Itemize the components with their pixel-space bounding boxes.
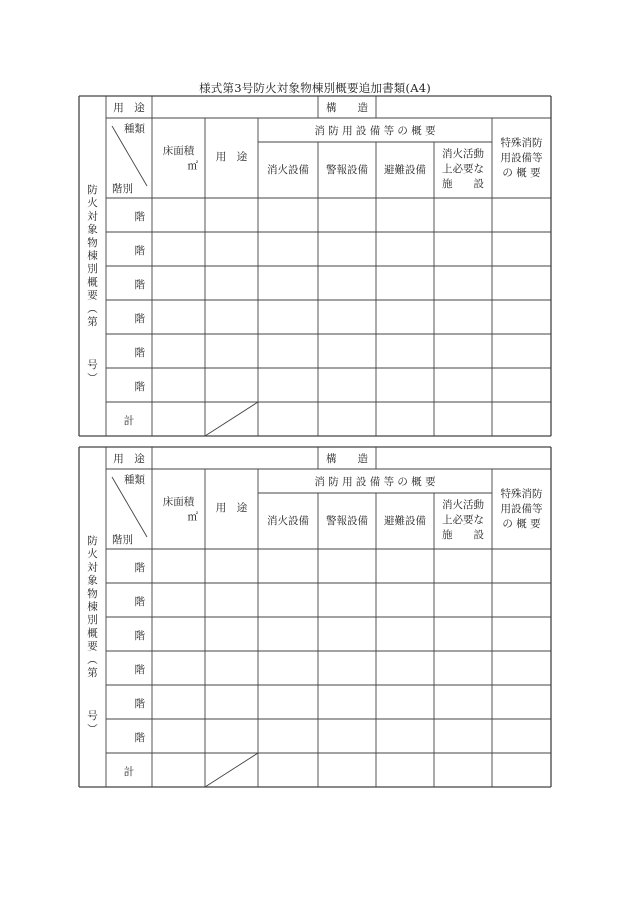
s1-floor-label: 階: [134, 279, 145, 291]
s2-floor-label: 階: [134, 732, 145, 744]
s1-tokushu-label-1: 特殊消防: [500, 137, 543, 149]
s2-youto-label: 用 途: [113, 453, 145, 465]
s2-floor-label: 階: [134, 562, 145, 574]
s2-tokushu-label-3: の 概 要: [502, 518, 541, 530]
s2-katsudo-label-2: 上必要な: [442, 514, 484, 526]
s2-youto-col-label: 用 途: [215, 502, 248, 514]
s1-tokushu-label-2: 用設備等: [500, 152, 543, 164]
s2-shurui-label: 種類: [124, 474, 145, 486]
s2-kaibetsu-label: 階別: [112, 534, 133, 546]
s1-kouzou-label: 構 造: [326, 102, 368, 114]
s2-total-label: 計: [123, 766, 135, 778]
s2-tokushu-label-1: 特殊消防: [500, 488, 543, 500]
s2-floor-label: 階: [134, 596, 145, 608]
s1-tokushu-label-3: の 概 要: [502, 167, 541, 179]
s2-shobo-header-label: 消 防 用 設 備 等 の 概 要: [314, 476, 436, 488]
s2-hinan-label: 避難設備: [384, 515, 426, 527]
s1-shurui-diagonal: [112, 126, 147, 186]
s1-kaibetsu-label: 階別: [112, 183, 133, 195]
s2-kouzou-label: 構 造: [326, 453, 368, 465]
s1-floor-label: 階: [134, 381, 145, 393]
form-title: 様式第3号防火対象物棟別概要追加書類(A4): [199, 81, 431, 95]
s1-shoka-label: 消火設備: [267, 164, 309, 176]
s1-floor-label: 階: [134, 245, 145, 257]
s2-katsudo-label-1: 消火活動: [442, 499, 484, 511]
s2-shoka-label: 消火設備: [267, 515, 309, 527]
s1-side-label: 防火対象物棟別概要︵第号︶: [87, 184, 98, 385]
s1-yukamenseki-label: 床面積: [162, 145, 195, 157]
s2-tokushu-label-2: 用設備等: [500, 503, 543, 515]
s1-katsudo-label-2: 上必要な: [442, 163, 484, 175]
s2-floor-label: 階: [134, 698, 145, 710]
s1-youto-col-label: 用 途: [215, 151, 248, 163]
s1-total-label: 計: [123, 415, 135, 427]
s1-youto-label: 用 途: [113, 102, 145, 114]
s1-hinan-label: 避難設備: [384, 164, 426, 176]
s1-unit-label: ㎡: [187, 160, 198, 172]
s2-floor-label: 階: [134, 664, 145, 676]
s1-floor-label: 階: [134, 313, 145, 325]
s2-total-diagonal: [205, 753, 258, 787]
s2-keiho-label: 警報設備: [326, 515, 368, 527]
s2-shurui-diagonal: [112, 477, 147, 537]
s1-katsudo-label-1: 消火活動: [442, 148, 484, 160]
s1-shobo-header-label: 消 防 用 設 備 等 の 概 要: [314, 125, 436, 137]
s2-yukamenseki-label: 床面積: [162, 496, 195, 508]
s1-floor-label: 階: [134, 347, 145, 359]
s1-shurui-label: 種類: [124, 123, 145, 135]
s2-floor-label: 階: [134, 630, 145, 642]
s1-total-diagonal: [205, 402, 258, 436]
s2-side-label: 防火対象物棟別概要︵第号︶: [87, 535, 98, 736]
s1-katsudo-label-3: 施 設: [442, 178, 484, 190]
s2-katsudo-label-3: 施 設: [442, 529, 484, 541]
s1-keiho-label: 警報設備: [326, 164, 368, 176]
s2-unit-label: ㎡: [187, 511, 198, 523]
s1-floor-label: 階: [134, 211, 145, 223]
